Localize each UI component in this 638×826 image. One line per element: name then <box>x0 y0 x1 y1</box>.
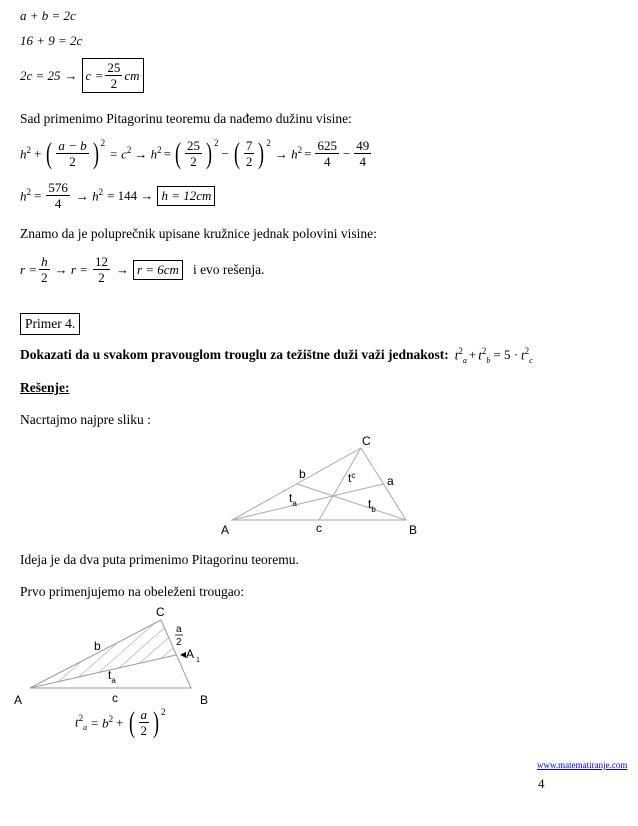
equals-c: = $c^2$ <box>109 144 132 162</box>
median-ta <box>232 484 383 520</box>
vertex-b-label: B <box>200 693 209 707</box>
paragraph: Sad primenimo Pitagorinu teoremu da nađemo dužinu visine: <box>20 111 352 126</box>
h-squared: $h^2$ <box>20 186 31 204</box>
unit: cm <box>124 67 140 83</box>
vertex-a-label: A <box>14 693 23 707</box>
equals-b: = $b^2$ <box>90 713 114 731</box>
fraction <box>139 707 150 738</box>
denominator: 4 <box>54 196 62 211</box>
arrow-h: → $h^2$ <box>75 186 104 204</box>
fraction <box>46 180 70 211</box>
boxed-result: h = 12cm <box>157 186 215 206</box>
fraction <box>315 138 339 169</box>
triangle-abc <box>232 448 406 520</box>
left-paren: ( <box>233 136 240 170</box>
equation-line-5 <box>20 180 215 211</box>
website-link[interactable]: www.matematiranje.com <box>537 760 628 770</box>
h-squared: $h^2$ <box>20 144 31 162</box>
task-formula: $t^2_a$ + $t^2_b$ = 5 · $t^2_c$ <box>454 346 533 365</box>
equation-line-2 <box>20 33 82 49</box>
denominator: 4 <box>323 154 331 169</box>
denominator: 2 <box>110 76 118 91</box>
right-paren: ) <box>153 705 159 739</box>
plus-sign: + <box>116 714 124 730</box>
plus-sign: + <box>34 145 42 161</box>
triangle-figure-1 <box>0 430 638 540</box>
median-tb-label: $t_b$ <box>368 497 376 514</box>
median-tc <box>319 448 361 520</box>
ta-squared: $t^2_a$ <box>75 713 88 732</box>
median-tc-label: $t^c$ <box>348 471 356 485</box>
denominator: 4 <box>359 154 367 169</box>
solution-heading: Rešenje: <box>20 380 70 395</box>
arrow-symbol: → <box>64 67 78 83</box>
numerator: 576 <box>48 180 68 195</box>
left-paren: ( <box>175 136 182 170</box>
vertex-a-label: A <box>221 523 230 537</box>
equation-text: a + b = 2c <box>20 8 76 23</box>
side-b-label: b <box>94 639 101 653</box>
denominator: 2 <box>69 154 76 169</box>
vertex-c-label: C <box>156 605 165 619</box>
right-paren: ) <box>206 136 213 170</box>
vertex-c-label: C <box>362 434 371 448</box>
numerator: 49 <box>356 138 370 153</box>
boxed-result <box>82 58 144 93</box>
side-a-label: a <box>387 474 394 488</box>
denominator: 2 <box>98 270 105 285</box>
point-a1-label: ◂A $_1$ <box>180 647 200 664</box>
result-lhs: c = <box>85 67 104 83</box>
fraction <box>105 60 122 91</box>
median-tb <box>297 484 406 520</box>
left-paren: ( <box>46 136 53 170</box>
fraction <box>244 138 255 169</box>
side-c-label: c <box>112 691 118 705</box>
paragraph: Ideja je da dva puta primenimo Pitagorinu teoremu. <box>20 552 299 567</box>
equation-line-7: $t^2_a$ = $b^2$ + ( $\frac{a}{2}$ ) $^2$ <box>75 705 166 739</box>
arrow-symbol: → <box>115 261 129 277</box>
numerator: 625 <box>317 138 337 153</box>
denominator: 2 <box>190 154 197 169</box>
denominator: 2 <box>41 270 48 285</box>
arrow-h: → $h^2$ <box>274 144 303 162</box>
paragraph: Znamo da je poluprečnik upisane kružnice jednak polovini visine: <box>20 226 377 241</box>
numerator: a − b <box>58 138 87 153</box>
numerator: 25 <box>107 60 121 75</box>
numerator: 12 <box>94 254 108 269</box>
median-ta <box>30 655 176 688</box>
vertex-b-label: B <box>409 523 418 537</box>
task-statement <box>20 346 533 365</box>
right-paren: ) <box>92 136 99 170</box>
triangle-figure-2 <box>0 600 638 710</box>
left-paren: ( <box>128 705 135 739</box>
equation-line-3 <box>20 58 144 93</box>
denominator: 2 <box>140 723 147 738</box>
fraction <box>354 138 371 169</box>
paragraph: Nacrtajmo najpre sliku : <box>20 412 151 427</box>
page-number: 4 <box>538 776 545 791</box>
equation-line-1 <box>20 8 76 24</box>
equation-text: 2c = 25 <box>20 67 61 83</box>
numerator: h <box>41 254 48 269</box>
task-text: Dokazati da u svakom pravouglom trouglu za težištne duži važi jednakost: <box>20 347 449 363</box>
side-b-label: b <box>299 467 306 481</box>
fraction <box>93 254 110 285</box>
right-paren: ) <box>258 136 265 170</box>
minus-sign: − <box>221 145 229 161</box>
equals-sign: = <box>34 187 42 203</box>
arrow-h: → $h^2$ <box>134 144 162 162</box>
numerator: 7 <box>245 138 253 153</box>
median-ta-label: $t_a$ <box>289 491 297 508</box>
fraction <box>56 138 88 169</box>
minus-sign: − <box>342 145 351 161</box>
equals-value: = 144 → <box>107 187 154 203</box>
arrow-r: → r = <box>54 261 88 277</box>
equals-sign: = <box>304 145 312 161</box>
equation-line-4: $h^2$ + ( $\frac{a - b}{2}$ ) $^2$ = $c^2$ → $h^2$ = ( $\frac{25}{2}$ ) $^2$ − ( $\frac{7}{2}$ ) $^2$ → $h^2$ = $\frac{625}{4}$ − $\frac{49}{4}$ <box>20 136 370 170</box>
example-heading: Primer 4. <box>20 313 80 335</box>
paragraph: Prvo primenjujemo na obeleženi trougao: <box>20 584 245 599</box>
half-a-denominator: 2 <box>176 637 182 648</box>
half-a-numerator: a <box>176 624 182 635</box>
denominator: 2 <box>245 154 253 169</box>
tail-text: i evo rešenja. <box>192 261 265 277</box>
fraction <box>185 138 202 169</box>
numerator: a <box>140 707 147 722</box>
side-c-label: c <box>316 521 322 535</box>
numerator: 25 <box>187 138 201 153</box>
median-ta-label: $t_a$ <box>108 668 116 685</box>
boxed-result: r = 6cm <box>133 260 183 280</box>
r-equals: r = <box>20 261 38 277</box>
equals-sign: = <box>163 145 172 161</box>
equation-text: 16 + 9 = 2c <box>20 33 83 48</box>
equation-line-6 <box>20 254 265 285</box>
fraction <box>39 254 50 285</box>
